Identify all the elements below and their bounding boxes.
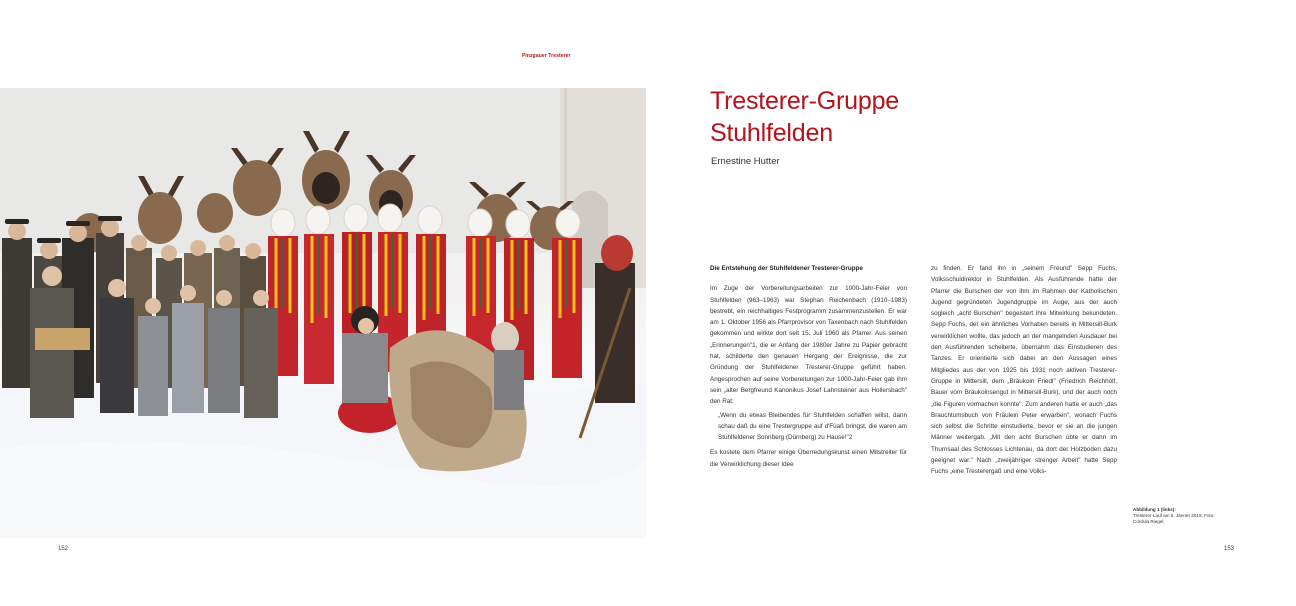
title-line-1: Tresterer-Gruppe — [710, 87, 899, 115]
article-title — [710, 85, 899, 149]
group-photo — [0, 88, 646, 538]
page-number-right: 153 — [1224, 546, 1235, 552]
text-column-2 — [931, 263, 1117, 478]
caption-label: Abbildung 1 (links): — [1133, 507, 1176, 512]
author-name: Ernestine Hutter — [711, 156, 780, 167]
figure-caption — [1133, 507, 1223, 525]
paragraph-1: Im Zuge der Vorbereitungsarbeiten zur 1000-Jahr-Feier von Stuhlfelden (963–1963) war Stephan Reichenbach (1910–1983) bestrebt, ein reichhaltiges Festprogramm zusammenzustellen. Er war am 1. Oktober 1956 als Pfarrprovisor von Taxenbach nach Stuhlfelden gekommen und wirkte dort seit 15. Juli 1960 als Pfarrer. Aus seinen „Erinnerungen"1, die er Anfang der 1980er Jahre zu Papier gebracht hat, schilderte den genauen Hergang der Ereignisse, die zur Gründung der Stuhlfeldener Tresterer-Gruppe geführt haben. Angesprochen auf seine Vorbereitungen zur 1000-Jahr-Feier gab ihm sein „alter Bergfreund Kanonikus Josef Lahnsteiner aus Hollersbach" den Rat: — [710, 285, 907, 406]
paragraph-3: zu finden. Er fand ihn in „seinem Freund" Sepp Fuchs, Volksschuldirektor in Stuhlfelden. Als Ausführende hatte der Pfarrer die Burschen der von ihm im Rahmen der Katholischen Jugend gegründeten Jugendgruppe im Auge, aus der auch sogleich „acht Burschen" begeistert ihre Mitwirkung bekundeten. Sepp Fuchs, der ein ähnliches Vorhaben bereits in Mittersill-Burk verwirklichen wollte, das jedoch an der mangelnden Ausdauer bei den Ausführenden scheiterte, übernahm das Einstudieren des Tanzes. Er orientierte sich dabei an den Aussagen eines Mitgliedes aus der von 1925 bis 1931 noch aktiven Tresterer-Gruppe in Mittersill, dem „Bräukoin Friedl" (Friedrich Reichholf, Bauer vom Bräukoinsengut in Mittersill-Burk), und der auch noch „die Figuren vormachen konnte". Zum anderen hatte er auch „das Brauchtumsbuch von Fräulein Peter erwarben", wonach Fuchs sich selbst die Schritte einstudierte, bevor er sie an die jungen Männer weitergab. „Mit den acht Burschen übte er dann im Thurnsaal des Schlosses Lichtenau, da dort der Holzboden dazu geeignet war." Nach „zweijähriger strenger Arbeit" hatte Sepp Fuchs „eine Tresterergaß und eine Volks- — [931, 265, 1117, 476]
section-heading: Die Entstehung der Stuhlfeldener Tresterer-Gruppe — [710, 265, 863, 272]
text-column-1 — [710, 263, 907, 470]
paragraph-2: Es kostete dem Pfarrer einige Überredungskunst einen Mitstreiter für die Verwirklichung dieser Idee — [710, 449, 907, 468]
block-quote: „Wenn du etwas Bleibendes für Stuhlfelden schaffen willst, dann schau daß du eine Trestergruppe auf d'Füaß bringst, die waren am Stuhlfeldener Sonnberg (Dürnberg) zu Hause!"2 — [718, 411, 907, 442]
running-head: Pinzgauer Tresterer — [522, 53, 571, 59]
page-number-left: 152 — [58, 546, 69, 552]
title-line-2: Stuhlfelden — [710, 119, 833, 147]
caption-text: Tresterer-Lauf am 6. Jänner 2019, Foto: Cordula Riegel. — [1133, 513, 1215, 524]
